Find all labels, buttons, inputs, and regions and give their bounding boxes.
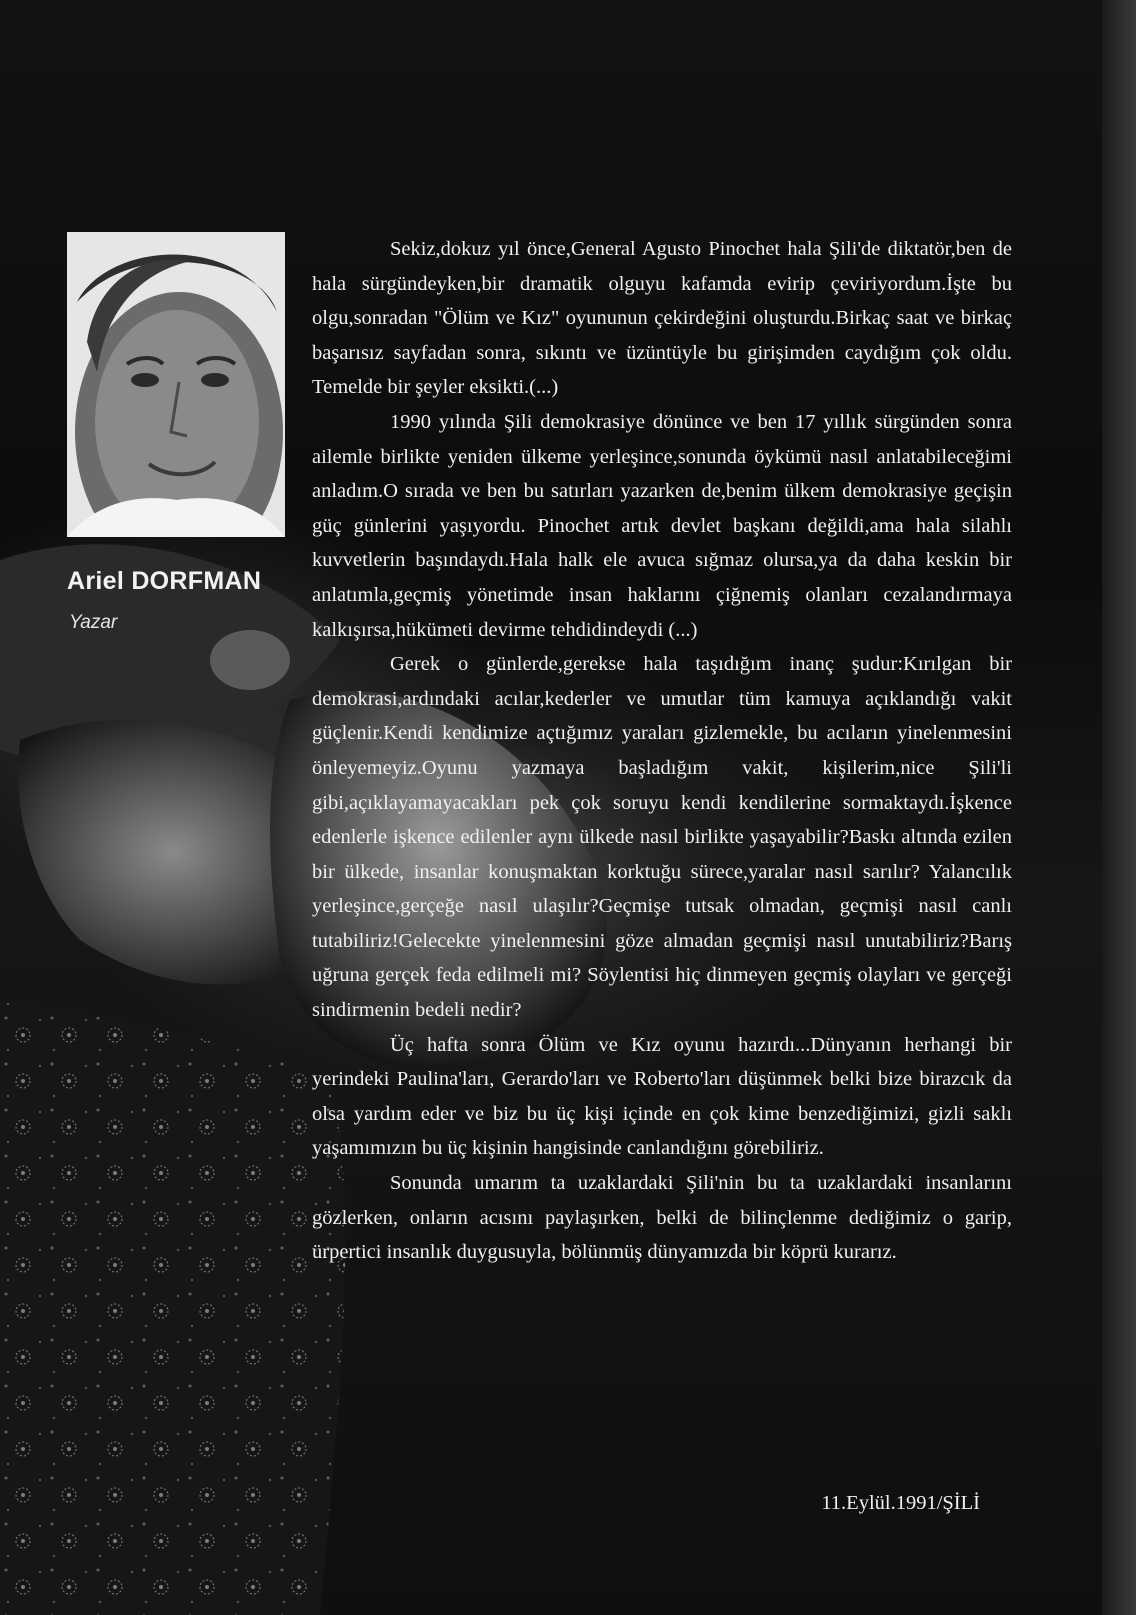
page-edge-shadow bbox=[1102, 0, 1136, 1615]
date-signature: 11.Eylül.1991/ŞİLİ bbox=[821, 1492, 980, 1514]
paragraph: Sonunda umarım ta uzaklardaki Şili'nin bu ta uzaklardaki insanlarını gözlerken, onların acısını paylaşırken, belki de bilinçlenme dediğimiz o garip, ürpertici insanlık duygusuyla, bölünmüş dünyamızda bir köprü kurarız. bbox=[312, 1172, 1012, 1264]
author-name: Ariel DORFMAN bbox=[67, 567, 262, 595]
author-portrait-photo bbox=[67, 232, 285, 537]
paragraph: Sekiz,dokuz yıl önce,General Agusto Pinochet hala Şili'de diktatör,ben de hala sürgündeyken,bir dramatik olguyu kafamda evirip çeviriyordum.İşte bu olgu,sonradan "Ölüm ve Kız" oyununun çekirdeğini oluşturdu.Birkaç saat ve birkaç başarısız sayfadan sonra, sıkıntı ve üzüntüyle bu girişimden caydığım çok oldu. Temelde bir şeyler eksikti.(...) bbox=[312, 238, 1012, 399]
paragraph: 1990 yılında Şili demokrasiye dönünce ve ben 17 yıllık sürgünden sonra ailemle birlikte yeniden ülkeme yerleşince,sonunda öykümü nasıl anlatabileceğimi anladım.O sırada ve ben bu satırları yazarken de,benim ülkem demokrasiye geçişin güç günlerini yaşıyordu. Pinochet artık devlet başkanı değildi,ama hala silahlı kuvvetlerin başındaydı.Hala halk ele avuca sığmaz olursa,ya da daha keskin bir anlatımla,geçmiş yönetimde insan haklarını çiğnemiş olanları cezalandırmaya kalkışırsa,hükümeti devirme tehdidindeydi (...) bbox=[312, 410, 1012, 641]
article-body bbox=[312, 232, 1012, 1270]
paragraph: Üç hafta sonra Ölüm ve Kız oyunu hazırdı...Dünyanın herhangi bir yerindeki Paulina'ları, Gerardo'ları ve Roberto'ları düşünmek belki bize birazcık da olsa yardım eder ve biz bu üç kişi içinde en çok kime benzediğimizi, gizli saklı yaşamımızın bu üç kişinin hangisinde canlandığını görebiliriz. bbox=[312, 1033, 1012, 1160]
author-role: Yazar bbox=[69, 612, 118, 633]
paragraph: Gerek o günlerde,gerekse hala taşıdığım inanç şudur:Kırılgan bir demokrasi,ardındaki acılar,kederler ve umutlar tüm kamuya açıklandığı vakit güçlenir.Kendi kendimize açtığımız yaraları gizlemekle, bu acıların yinelenmesini önleyemeyiz.Oyunu yazmaya başladığım vakit, kişilerim,nice Şili'li gibi,açıklayamayacakları pek çok soruyu kendi kendilerine sormaktaydı.İşkence edenlerle işkence edilenler aynı ülkede nasıl birlikte yaşayabilir?Baskı altında ezilen bir ülkede, insanlar konuşmaktan korktuğu sürece,yaralar nasıl sarılır? Yalancılık yerleşince,gerçeğe nasıl ulaşılır?Geçmişe tutsak olmadan, geçmişi nasıl canlı tutabiliriz!Gelecekte yinelenmesini göze almadan geçmişi nasıl unutabiliriz?Barış uğruna gerçek feda edilmeli mi? Söylentisi hiç dinmeyen geçmiş olayları ve gerçeği sindirmenin bedeli nedir? bbox=[312, 653, 1012, 1022]
